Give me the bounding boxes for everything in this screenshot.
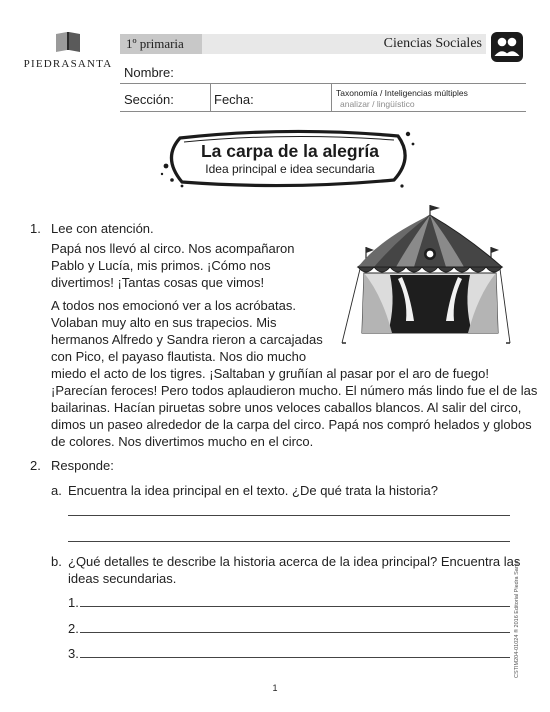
exercise-number: 1.	[30, 221, 41, 236]
circus-tent-illustration	[338, 203, 514, 351]
story-line: dimos un paseo alrededor de la carpa del circo. Papá nos compró helados y globos	[51, 417, 532, 432]
answer-number: 1.	[68, 595, 79, 610]
date-label: Fecha:	[214, 92, 254, 107]
grade-label: 1º primaria	[120, 34, 202, 54]
page-number: 1	[272, 683, 278, 693]
taxonomy-title: Taxonomía / Inteligencias múltiples	[336, 88, 468, 98]
page-subtitle: Idea principal e idea secundaria	[205, 162, 375, 176]
story-line: Volaban muy alto en sus trapecios. Mis	[51, 315, 277, 330]
question-label: b.	[51, 554, 62, 569]
question-text: ¿Qué detalles te describe la historia acerca de la idea principal? Encuentra las	[68, 554, 521, 569]
story-line: A todos nos emocionó ver a los acróbatas.	[51, 298, 296, 313]
exercise-instruction: Responde:	[51, 458, 114, 473]
copyright-text: CSTIM204-01024 ® 2016 Editorial Piedra Santa	[514, 560, 520, 678]
answer-line[interactable]	[80, 606, 510, 607]
answer-line[interactable]	[80, 632, 510, 633]
subject-title: Ciencias Sociales	[383, 36, 482, 51]
answer-number: 3.	[68, 646, 79, 661]
answer-line[interactable]	[68, 515, 510, 516]
exercise-number: 2.	[30, 458, 41, 473]
story-line: hermanos Alfredo y Sandra rieron a carcajadas	[51, 332, 323, 347]
story-line: bailarinas. Hacían piruetas sobre unos veloces caballos blancos. Al salir del circo,	[51, 400, 522, 415]
name-label: Nombre:	[124, 65, 174, 80]
publisher-logo	[22, 30, 114, 70]
exercise-instruction: Lee con atención.	[51, 221, 154, 236]
question-text: ideas secundarias.	[68, 571, 177, 586]
page-title: La carpa de la alegría	[200, 141, 379, 161]
copyright-note	[512, 528, 524, 678]
story-line: miedo el acto de los tigres. ¡Saltaban y gruñían al pasar por el aro de fuego!	[51, 366, 489, 381]
story-line: ¡Parecían feroces! Pero todos aplaudieron mucho. El número más lindo fue el de las	[51, 383, 538, 398]
taxonomy-values: analizar / lingüístico	[340, 99, 415, 109]
section-label: Sección:	[124, 92, 174, 107]
story-line: de colores. Nos divertimos mucho en el circo.	[51, 434, 314, 449]
story-line: Papá nos llevó al circo. Nos acompañaron	[51, 241, 295, 256]
answer-number: 2.	[68, 621, 79, 636]
story-line: divertimos! ¡Tantas cosas que vimos!	[51, 275, 265, 290]
question-label: a.	[51, 483, 62, 498]
divider	[210, 84, 211, 112]
question-text: Encuentra la idea principal en el texto. ¿De qué trata la historia?	[68, 483, 438, 498]
divider	[331, 84, 332, 112]
answer-line[interactable]	[68, 541, 510, 542]
answer-line[interactable]	[80, 657, 510, 658]
publisher-name: PIEDRASANTA	[23, 58, 113, 70]
header-bar	[120, 34, 486, 54]
name-field[interactable]	[120, 58, 526, 84]
story-line: con Pico, el payaso flautista. Nos dio mucho	[51, 349, 307, 364]
story-line: Pablo y Lucía, mis primos. ¡Cómo nos	[51, 258, 271, 273]
open-book-icon	[55, 30, 81, 54]
